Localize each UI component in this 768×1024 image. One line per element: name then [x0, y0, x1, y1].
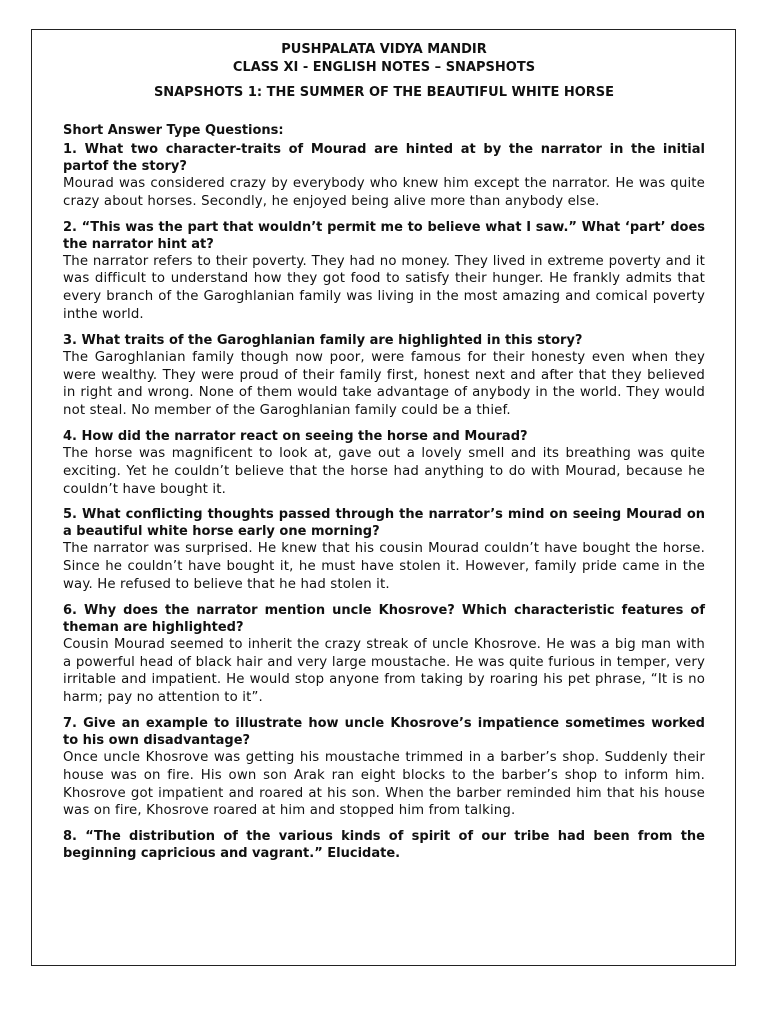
answer-4: The horse was magnificent to look at, gave out a lovely smell and its breathing was quite exciting. Yet he couldn’t believe that the horse had anything to do with Mourad, because he couldn’t have bought it. [63, 445, 705, 497]
question-4: 4. How did the narrator react on seeing the horse and Mourad? [63, 428, 528, 444]
qa-item-2 [63, 219, 705, 324]
question-3: 3. What traits of the Garoghlanian family are highlighted in this story? [63, 332, 583, 348]
qa-item-3 [63, 332, 705, 420]
question-5: 5. What conflicting thoughts passed through the narrator’s mind on seeing Mourad on a beautiful white horse early one morning? [63, 507, 705, 540]
document-body [63, 41, 705, 862]
qa-item-7 [63, 715, 705, 820]
answer-3: The Garoghlanian family though now poor, were famous for their honesty even when they were wealthy. They were proud of their family first, honest next and after that they believed in right and wrong. None of them would take advantage of anybody in the world. They would not steal. No member of the Garoghlanian family could be a thief. [63, 349, 705, 419]
question-1: 1. What two character-traits of Mourad are hinted at by the narrator in the initial partof the story? [63, 142, 705, 174]
answer-6: Cousin Mourad seemed to inherit the crazy streak of uncle Khosrove. He was a big man with a powerful head of black hair and very large moustache. He was quite furious in temper, very irritable and impatient. He would stop anyone from taking by roaring his pet phrase, “It is no harm; pay no attention to it”. [63, 636, 705, 706]
answer-5: The narrator was surprised. He knew that his cousin Mourad couldn’t have bought the horse. Since he couldn’t have bought it, he must have stolen it. However, family pride came in the way. He refused to believe that he had stolen it. [63, 541, 705, 592]
chapter-title: SNAPSHOTS 1: THE SUMMER OF THE BEAUTIFUL WHITE HORSE [153, 85, 615, 100]
qa-item-8 [63, 828, 705, 862]
class-line: CLASS XI - ENGLISH NOTES – SNAPSHOTS [232, 60, 536, 75]
section-label: Short Answer Type Questions: [63, 123, 284, 138]
qa-item-6 [63, 602, 705, 707]
answer-7: Once uncle Khosrove was getting his moustache trimmed in a barber’s shop. Suddenly their house was on fire. His own son Arak ran eight blocks to the barber’s shop to inform him. Khosrove got impatient and roared at his son. When the barber reminded him that his house was on fire, Khosrove roared at him and stopped him from talking. [63, 749, 705, 819]
question-6: 6. Why does the narrator mention uncle Khosrove? Which characteristic features of theman are highlighted? [63, 602, 705, 635]
answer-2: The narrator refers to their poverty. They had no money. They lived in extreme poverty and it was difficult to understand how they got food to satisfy their hunger. He frankly admits that every branch of the Garoghlanian family was living in the most amazing and comical poverty inthe world. [63, 253, 705, 322]
qa-item-5 [63, 506, 705, 593]
qa-item-1 [63, 141, 705, 211]
school-name: PUSHPALATA VIDYA MANDIR [281, 42, 487, 57]
question-7: 7. Give an example to illustrate how uncle Khosrove’s impatience sometimes worked to his own disadvantage? [63, 715, 705, 748]
qa-item-4 [63, 428, 705, 498]
answer-1: Mourad was considered crazy by everybody who knew him except the narrator. He was quite crazy about horses. Secondly, he enjoyed being alive more than anybody else. [63, 176, 705, 209]
question-2: 2. “This was the part that wouldn’t permit me to believe what I saw.” What ‘part’ does the narrator hint at? [63, 219, 705, 252]
question-8: 8. “The distribution of the various kinds of spirit of our tribe had been from the beginning capricious and vagrant.” Elucidate. [63, 829, 705, 862]
